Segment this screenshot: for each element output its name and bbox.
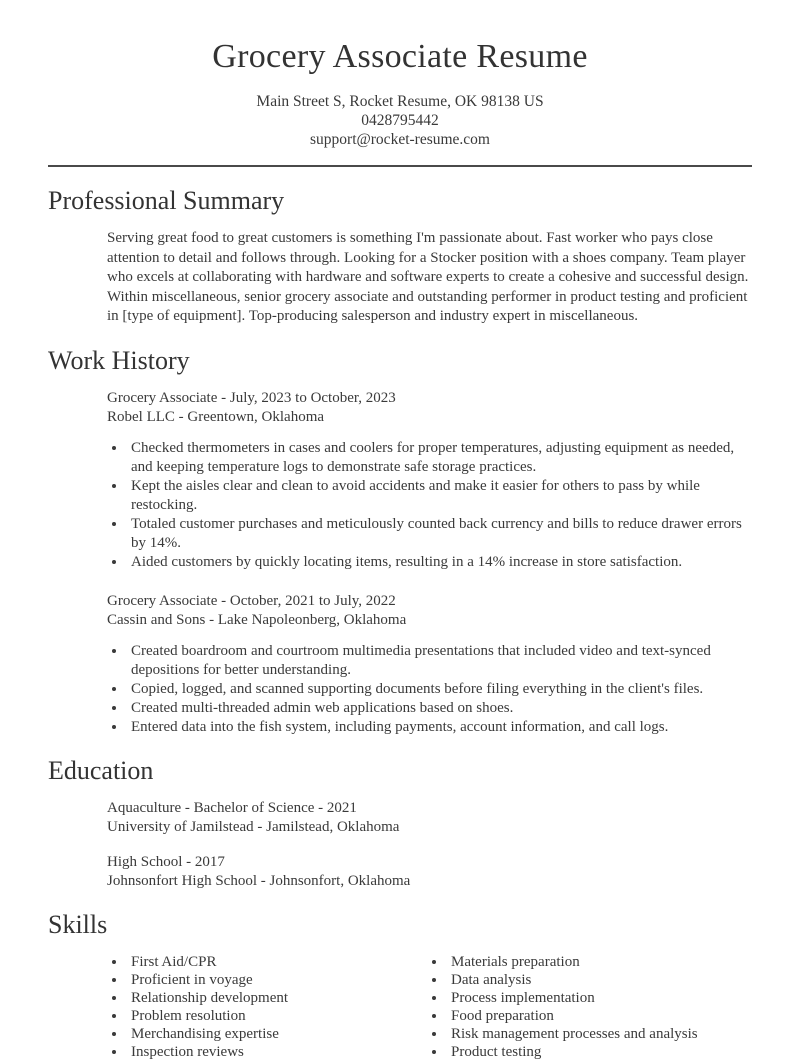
skill-item: • Data analysis bbox=[447, 971, 752, 989]
education-entry bbox=[107, 799, 752, 837]
job-bullet-list bbox=[107, 439, 752, 572]
header-divider bbox=[48, 165, 752, 167]
contact-email: support@rocket-resume.com bbox=[310, 131, 490, 148]
job-bullet: • Totaled customer purchases and meticulously counted back currency and bills to reduce drawer errors by 14%. bbox=[127, 515, 752, 553]
job-title: Grocery Associate - October, 2021 to July, 2022 bbox=[107, 592, 396, 609]
skill-item: • Food preparation bbox=[447, 1007, 752, 1025]
skills-column-right bbox=[427, 953, 752, 1061]
education-degree: High School - 2017 bbox=[107, 853, 225, 870]
skill-item: • Product testing bbox=[447, 1043, 752, 1061]
job-bullet: • Copied, logged, and scanned supporting documents before filing everything in the client's files. bbox=[127, 680, 752, 699]
contact-phone: 0428795442 bbox=[361, 112, 439, 129]
skills-list-right bbox=[427, 953, 752, 1061]
job-company: Robel LLC - Greentown, Oklahoma bbox=[107, 408, 325, 425]
job-bullet: • Kept the aisles clear and clean to avoid accidents and make it easier for others to pass by while restocking. bbox=[127, 477, 752, 515]
skill-item: • Relationship development bbox=[127, 989, 427, 1007]
section-professional-summary bbox=[48, 185, 752, 327]
contact-address: Main Street S, Rocket Resume, OK 98138 US bbox=[256, 93, 544, 110]
skills-column-left bbox=[107, 953, 427, 1061]
job-title: Grocery Associate - July, 2023 to October, 2023 bbox=[107, 389, 396, 406]
skill-item: • Merchandising expertise bbox=[127, 1025, 427, 1043]
skills-columns bbox=[107, 953, 752, 1061]
section-heading-summary: Professional Summary bbox=[48, 186, 285, 215]
summary-text: Serving great food to great customers is something I'm passionate about. Fast worker who pays close attention to detail and follows through. Looking for a Stocker position with a shoes company. Team player who excels at collaborating with hardware and software experts to create a cohesive and successful design. Within miscellaneous, senior grocery associate and outstanding performer in product testing and proficient in [type of equipment]. Top-producing salesperson and industry expert in miscellaneous. bbox=[107, 230, 749, 324]
section-skills bbox=[48, 909, 752, 1061]
skill-item: • Problem resolution bbox=[127, 1007, 427, 1025]
job-bullet: • Checked thermometers in cases and coolers for proper temperatures, adjusting equipment as needed, and keeping temperature logs to demonstrate safe storage practices. bbox=[127, 439, 752, 477]
skill-item: • First Aid/CPR bbox=[127, 953, 427, 971]
job-bullet: • Aided customers by quickly locating items, resulting in a 14% increase in store satisfaction. bbox=[127, 553, 752, 572]
job-bullet: • Created multi-threaded admin web applications based on shoes. bbox=[127, 699, 752, 718]
skill-item: • Risk management processes and analysis bbox=[447, 1025, 752, 1043]
skill-item: • Materials preparation bbox=[447, 953, 752, 971]
job-bullet: • Entered data into the fish system, including payments, account information, and call logs. bbox=[127, 718, 752, 737]
job-entry bbox=[107, 592, 752, 737]
section-heading-work-history: Work History bbox=[48, 345, 190, 375]
section-heading-education: Education bbox=[48, 755, 154, 785]
education-school: Johnsonfort High School - Johnsonfort, Oklahoma bbox=[107, 872, 411, 889]
page-title: Grocery Associate Resume bbox=[212, 38, 588, 75]
education-degree: Aquaculture - Bachelor of Science - 2021 bbox=[107, 799, 357, 816]
skill-item: • Proficient in voyage bbox=[127, 971, 427, 989]
resume-header bbox=[48, 36, 752, 149]
job-company: Cassin and Sons - Lake Napoleonberg, Oklahoma bbox=[107, 611, 407, 628]
section-heading-skills: Skills bbox=[48, 909, 108, 939]
job-entry bbox=[107, 389, 752, 572]
education-school: University of Jamilstead - Jamilstead, Oklahoma bbox=[107, 818, 400, 835]
section-education bbox=[48, 755, 752, 891]
skills-list-left bbox=[107, 953, 427, 1061]
job-bullet: • Created boardroom and courtroom multimedia presentations that included video and text-synced depositions for better understanding. bbox=[127, 642, 752, 680]
education-entry bbox=[107, 853, 752, 891]
skill-item: • Inspection reviews bbox=[127, 1043, 427, 1061]
job-bullet-list bbox=[107, 642, 752, 737]
section-work-history bbox=[48, 345, 752, 737]
skill-item: • Process implementation bbox=[447, 989, 752, 1007]
